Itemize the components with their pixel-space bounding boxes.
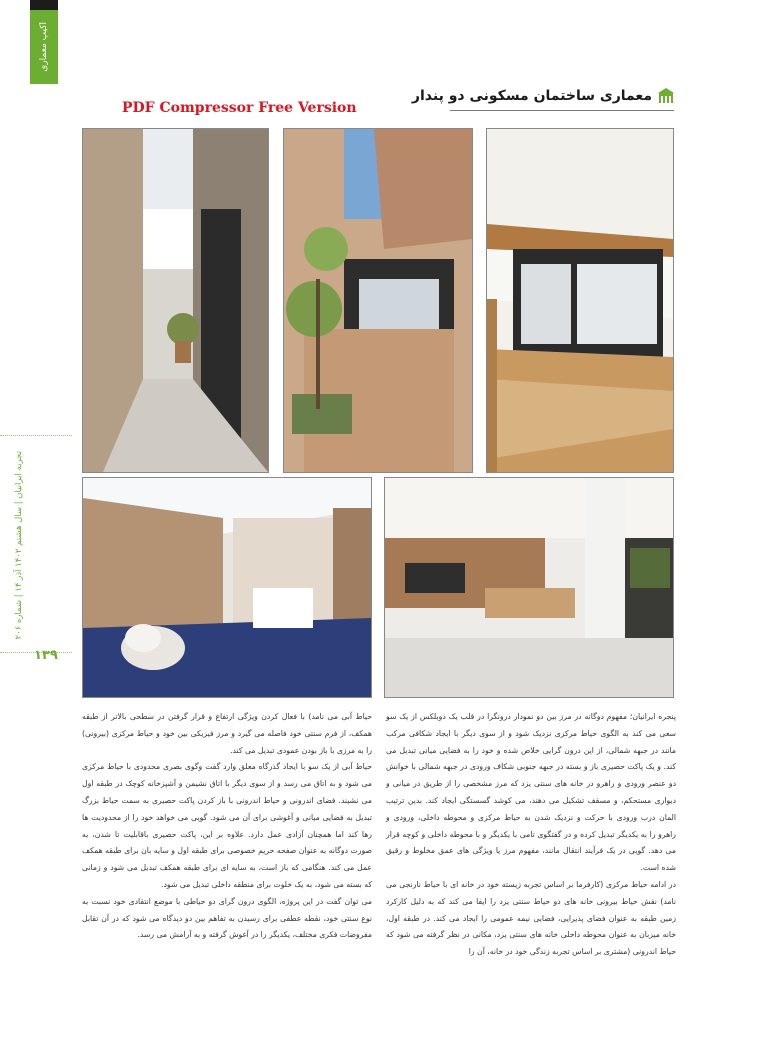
watermark: PDF Compressor Free Version [122, 100, 357, 116]
paragraph: در ادامه حیاط مرکزی (کارفرما بر اساس تجربه زیسته خود در خانه ای با حیاط نارنجی می نامد) نقش حیاط بیرونی خانه های دو حیاط سنتی یزد را ایفا می کند که به دلیل کارکرد زمین طبقه به عنوان فضای پذیرایی، فضایی نیمه عمومی را ایجاد می کند. در طبقه اول، خانه میزبان به عنوان محوطه داخلی خانه های سنتی یزد، مکانی در نظر گرفته می شود که حیاط اندرونی (مشتری بر اساس تجربه زندگی خود در خانه، آن را [386, 879, 676, 957]
title-underline [450, 110, 674, 111]
journal-info [12, 440, 26, 650]
section-tab [30, 10, 58, 84]
text-column-right [386, 709, 676, 961]
photo-courtyard-tree [283, 128, 473, 473]
paragraph: می توان گفت در این پروژه، الگوی درون گرای دو حیاطی با موضع انتقادی خود نسبت به نوع سنتی خود، نقطه عطفی برای رسیدن به تفاهم بین دو دیدگاه می شود که در آن تقابل مفروضات فکری مختلف، یکدیگر را در آغوش گرفته و به آرامش می رسد. [82, 896, 372, 940]
article-title: معماری ساختمان مسکونی دو پندار [411, 88, 652, 104]
section-tab-label: اکیپ معماری [39, 22, 49, 72]
photo-narrow-lightwell [82, 128, 269, 473]
top-black-bar [30, 0, 58, 10]
photo-courtyard-pool-chair [82, 477, 372, 698]
article-header [412, 88, 674, 104]
photo-interior-wood-ceiling [486, 128, 674, 473]
paragraph: حیاط آبی می نامد) با فعال کردن ویژگی ارتفاع و قرار گرفتن در سطحی بالاتر از طبقه همکف، از فرم سنتی خود فاصله می گیرد و مرز فیزیکی بین خود و حیاط مرکزی (بیرونی) را به مرزی با باز بودن عمودی تبدیل می کند. [82, 712, 372, 755]
paragraph: حیاط آبی از یک سو با ایجاد گذرگاه معلق وارد گفت وگوی بصری محدودی با حیاط مرکزی می شود و به اتاق می رسد و از سوی دیگر با اتاق نشیمن و آشپزخانه کوچک در طبقه اول می نشیند. فضای اندرونی و حیاط اندرونی با باز کردن پاکت حصیری به سمت حیاط بزرگ تبدیل به فضایی میانی و آغوشی برای آن می شود. گویی می خواهد خود را از محدودیت ها رها کند اما همچنان آزادی عمل دارد. علاوه بر این، پاکت حصیری باقابلیت تا شدن، به صورت دوگانه به عنوان صفحه حریم خصوصی برای طبقه اول و سایه بان برای طبقه همکف عمل می کند. هنگامی که باز است، به سایه ای برای طبقه همکف تبدیل می شود و زمانی که بسته می شود، به یک خلوت برای منطقه داخلی تبدیل می شود. [82, 762, 372, 889]
text-column-left [82, 709, 372, 944]
journal-info-label: تجربه ایرانیان | سال هشتم ۱۴۰۲ آذر ۱۴ | شماره ۲۰۶ [14, 450, 24, 640]
sidebar-divider-top [0, 435, 72, 436]
building-icon [658, 88, 674, 104]
paragraph: پنجره ایرانیان؛ مفهوم دوگانه در مرز بین دو نمودار درونگرا در قلب یک دوبلکس از یک سو سعی می کند به الگوی حیاط مرکزی نزدیک شود و از سوی دیگر با ایجاد شکافی مرکب مانند در جبهه شمالی، از این درون گرایی خلاص شده و خود را به فضایی میانی تبدیل می کند. و یک پاکت حصیری باز و بسته در جبهه جنوبی شکاف ورودی در جبهه شمالی با خوانش دو عنصر ورودی و راهرو در خانه های سنتی یزد که مرز مشخصی را از طریق در میانی و دیواری مستحکم، و مسقف تشکیل می دهند، می کوشد گسستگی ایجاد کند. بدین ترتیب المان درب ورودی با حرکت و نزدیک شدن به حیاط مرکزی و محوطه داخلی، ورودی و راهرو را به یکدیگر تبدیل کرده و در گفتگوی تامی با یکدیگر و با محوطه داخلی و کوچه قرار می دهد. گویی در یک فرآیند انتقال مانند، مفهوم مرز یا ویژگی های عمق مخلوط و رقیق شده است. [386, 712, 676, 873]
page-number: ۱۳۹ [34, 648, 58, 663]
photo-kitchen-living [384, 477, 674, 698]
